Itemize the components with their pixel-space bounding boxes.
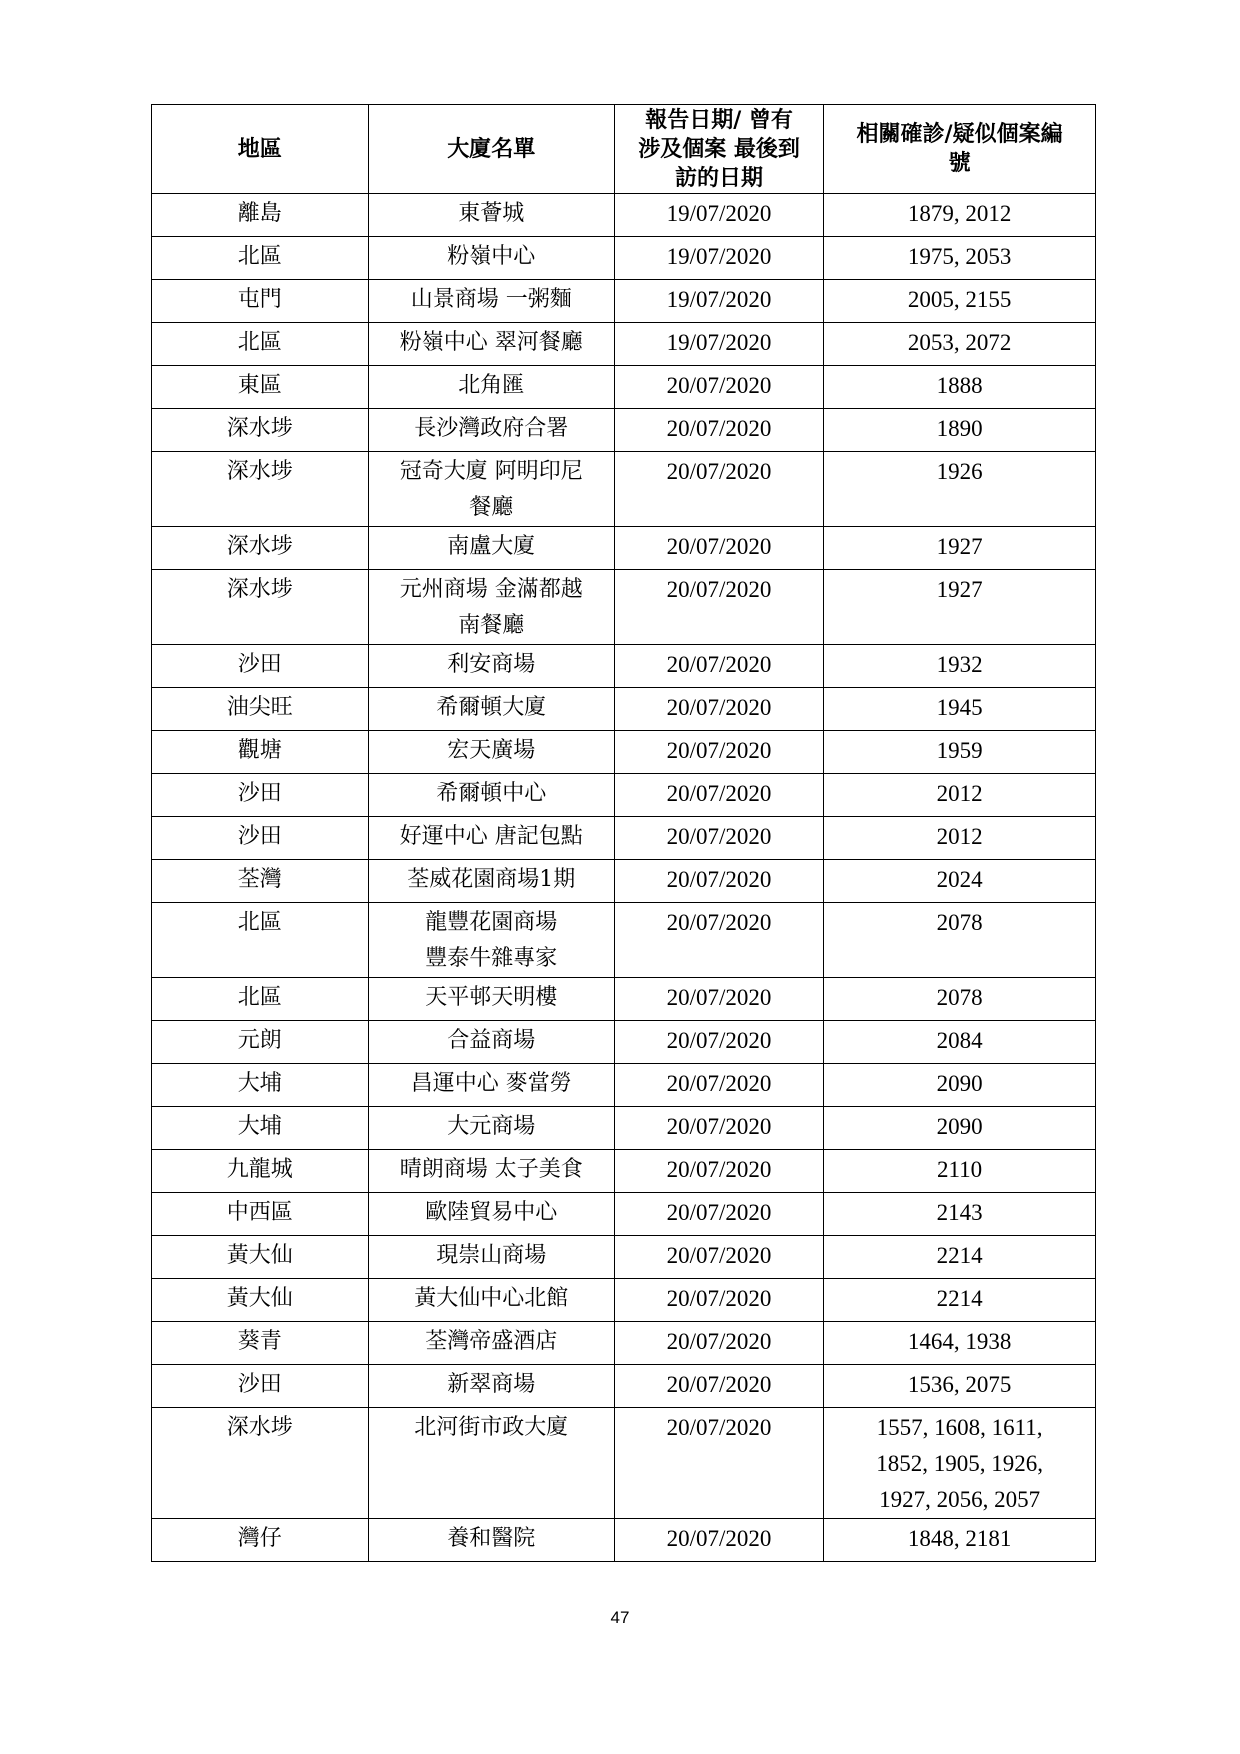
cell-date-text: 19/07/2020 — [666, 201, 772, 226]
cell-district — [152, 1519, 369, 1562]
cell-district — [152, 570, 369, 645]
cell-date — [614, 1150, 823, 1193]
cell-cases — [824, 688, 1096, 731]
cell-district-text: 大埔 — [237, 1114, 282, 1139]
cell-date — [614, 323, 823, 366]
cell-district — [152, 1322, 369, 1365]
cell-date — [614, 1193, 823, 1236]
cell-building — [368, 570, 614, 645]
table-row — [152, 978, 1096, 1021]
cell-building-text: 利安商場 — [447, 652, 536, 677]
cell-building-text: 宏天廣場 — [447, 738, 536, 763]
cell-district — [152, 903, 369, 978]
cell-cases — [824, 1279, 1096, 1322]
cell-cases-text: 1879, 2012 — [907, 201, 1012, 226]
cell-building — [368, 452, 614, 527]
cell-building-text: 粉嶺中心 翠河餐廳 — [399, 330, 583, 355]
cell-cases-text: 1959 — [936, 738, 983, 763]
cell-building — [368, 774, 614, 817]
cell-building-text: 東薈城 — [458, 201, 525, 226]
cell-date — [614, 570, 823, 645]
cell-district — [152, 978, 369, 1021]
cell-district-text: 北區 — [237, 330, 282, 355]
cell-building-text: 黃大仙中心北館 — [414, 1286, 569, 1311]
cell-building-text: 冠奇大廈 阿明印尼 餐廳 — [399, 459, 583, 520]
cell-building — [368, 1279, 614, 1322]
cell-cases-text: 2005, 2155 — [907, 287, 1012, 312]
cell-cases-text: 1932 — [936, 652, 983, 677]
cell-cases — [824, 1365, 1096, 1408]
cell-date-text: 20/07/2020 — [666, 534, 772, 559]
cell-cases-text: 1927 — [936, 534, 983, 559]
cell-date — [614, 903, 823, 978]
cell-district — [152, 194, 369, 237]
table-row — [152, 1519, 1096, 1562]
table-row — [152, 237, 1096, 280]
cell-date-text: 20/07/2020 — [666, 577, 772, 602]
cell-district — [152, 280, 369, 323]
cell-cases-text: 1557, 1608, 1611, 1852, 1905, 1926, 1927, 2056, 2057 — [876, 1415, 1043, 1512]
cell-cases-text: 2110 — [936, 1157, 983, 1182]
cell-date — [614, 731, 823, 774]
cell-district — [152, 1236, 369, 1279]
cell-date — [614, 860, 823, 903]
cell-date-text: 20/07/2020 — [666, 1071, 772, 1096]
cell-cases-text: 1945 — [936, 695, 983, 720]
cell-district — [152, 452, 369, 527]
cell-cases — [824, 366, 1096, 409]
table-row — [152, 1021, 1096, 1064]
cell-date — [614, 1021, 823, 1064]
cell-date — [614, 527, 823, 570]
cell-building — [368, 1365, 614, 1408]
cell-cases — [824, 860, 1096, 903]
cell-building — [368, 1236, 614, 1279]
cell-district — [152, 409, 369, 452]
cell-cases-text: 2090 — [936, 1071, 983, 1096]
cell-date-text: 20/07/2020 — [666, 1415, 772, 1440]
header-building: 大廈名單 — [368, 105, 614, 194]
cell-cases-text: 1890 — [936, 416, 983, 441]
cell-district-text: 北區 — [237, 985, 282, 1010]
cell-district — [152, 366, 369, 409]
cell-building — [368, 645, 614, 688]
cell-date — [614, 645, 823, 688]
cell-date — [614, 1519, 823, 1562]
cell-date-text: 20/07/2020 — [666, 867, 772, 892]
header-cases: 相關確診/疑似個案編 號 — [824, 105, 1096, 194]
table-header-row — [152, 105, 1096, 194]
cell-building — [368, 1150, 614, 1193]
cell-date-text: 20/07/2020 — [666, 652, 772, 677]
cell-date-text: 20/07/2020 — [666, 1372, 772, 1397]
cell-district-text: 離島 — [237, 201, 282, 226]
cell-district-text: 沙田 — [237, 824, 282, 849]
cell-cases — [824, 1236, 1096, 1279]
cell-district-text: 荃灣 — [237, 867, 282, 892]
cell-district-text: 元朗 — [237, 1028, 282, 1053]
table-row — [152, 527, 1096, 570]
cell-building — [368, 903, 614, 978]
cell-district — [152, 645, 369, 688]
table-row — [152, 1193, 1096, 1236]
cell-date-text: 20/07/2020 — [666, 910, 772, 935]
cell-district — [152, 1365, 369, 1408]
cell-building — [368, 409, 614, 452]
cell-date-text: 20/07/2020 — [666, 416, 772, 441]
cell-building-text: 希爾頓大廈 — [436, 695, 547, 720]
cell-cases-text: 2053, 2072 — [907, 330, 1012, 355]
table-row — [152, 731, 1096, 774]
cell-date-text: 20/07/2020 — [666, 1286, 772, 1311]
cell-building-text: 希爾頓中心 — [436, 781, 547, 806]
cell-building-text: 合益商場 — [447, 1028, 536, 1053]
cell-district — [152, 1064, 369, 1107]
cell-building — [368, 1408, 614, 1519]
cell-district-text: 深水埗 — [226, 459, 293, 484]
cell-district — [152, 1021, 369, 1064]
cell-building — [368, 194, 614, 237]
header-date: 報告日期/ 曾有涉及個案 最後到訪的日期 — [614, 105, 823, 194]
cell-cases-text: 2012 — [936, 824, 983, 849]
cell-building-text: 好運中心 唐記包點 — [399, 824, 583, 849]
building-list-table — [151, 104, 1096, 1562]
cell-district-text: 黃大仙 — [226, 1243, 293, 1268]
cell-district — [152, 1408, 369, 1519]
table-row — [152, 1365, 1096, 1408]
table-row — [152, 817, 1096, 860]
cell-cases — [824, 280, 1096, 323]
cell-date-text: 20/07/2020 — [666, 1114, 772, 1139]
cell-cases — [824, 237, 1096, 280]
cell-date — [614, 1365, 823, 1408]
cell-building-text: 歐陸貿易中心 — [425, 1200, 558, 1225]
cell-date — [614, 409, 823, 452]
cell-building-text: 南盧大廈 — [447, 534, 536, 559]
table-row — [152, 645, 1096, 688]
cell-date — [614, 978, 823, 1021]
cell-cases-text: 2090 — [936, 1114, 983, 1139]
cell-cases — [824, 774, 1096, 817]
cell-date — [614, 688, 823, 731]
cell-district-text: 沙田 — [237, 1372, 282, 1397]
cell-district — [152, 1193, 369, 1236]
cell-date — [614, 366, 823, 409]
cell-cases — [824, 1519, 1096, 1562]
table-row — [152, 688, 1096, 731]
cell-district-text: 中西區 — [226, 1200, 293, 1225]
cell-building — [368, 1193, 614, 1236]
cell-date-text: 20/07/2020 — [666, 373, 772, 398]
cell-date — [614, 1107, 823, 1150]
cell-building — [368, 527, 614, 570]
table-row — [152, 366, 1096, 409]
cell-cases-text: 2084 — [936, 1028, 983, 1053]
cell-district-text: 沙田 — [237, 781, 282, 806]
cell-cases-text: 2214 — [936, 1243, 983, 1268]
cell-date — [614, 280, 823, 323]
cell-district-text: 深水埗 — [226, 416, 293, 441]
cell-cases-text: 1464, 1938 — [907, 1329, 1012, 1354]
cell-building — [368, 817, 614, 860]
cell-date — [614, 817, 823, 860]
cell-district-text: 灣仔 — [237, 1526, 282, 1551]
cell-cases-text: 2078 — [936, 985, 983, 1010]
cell-district — [152, 731, 369, 774]
cell-building — [368, 860, 614, 903]
cell-cases-text: 1926 — [936, 459, 983, 484]
cell-building — [368, 1021, 614, 1064]
cell-building — [368, 688, 614, 731]
cell-district-text: 深水埗 — [226, 534, 293, 559]
cell-date-text: 20/07/2020 — [666, 1157, 772, 1182]
cell-building — [368, 1322, 614, 1365]
page-number: 47 — [610, 1608, 630, 1627]
cell-cases — [824, 1021, 1096, 1064]
table-row — [152, 194, 1096, 237]
cell-date-text: 20/07/2020 — [666, 781, 772, 806]
cell-cases — [824, 1107, 1096, 1150]
table-row — [152, 1408, 1096, 1519]
cell-date-text: 19/07/2020 — [666, 287, 772, 312]
cell-date-text: 20/07/2020 — [666, 985, 772, 1010]
cell-cases-text: 1888 — [936, 373, 983, 398]
cell-district-text: 深水埗 — [226, 577, 293, 602]
cell-building-text: 龍豐花園商場 豐泰牛雜專家 — [425, 910, 558, 971]
cell-district — [152, 1279, 369, 1322]
cell-district — [152, 688, 369, 731]
table-row — [152, 1279, 1096, 1322]
cell-date — [614, 1279, 823, 1322]
cell-cases-text: 2012 — [936, 781, 983, 806]
cell-building — [368, 366, 614, 409]
cell-cases-text: 1848, 2181 — [907, 1526, 1012, 1551]
cell-building-text: 新翠商場 — [447, 1372, 536, 1397]
cell-building-text: 元州商場 金滿都越 南餐廳 — [399, 577, 583, 638]
cell-district — [152, 774, 369, 817]
table-row — [152, 903, 1096, 978]
cell-building-text: 北河街市政大廈 — [414, 1415, 569, 1440]
cell-building-text: 養和醫院 — [447, 1526, 536, 1551]
cell-cases — [824, 452, 1096, 527]
cell-district — [152, 860, 369, 903]
cell-cases — [824, 1150, 1096, 1193]
cell-district-text: 油尖旺 — [226, 695, 293, 720]
cell-building — [368, 978, 614, 1021]
table-row — [152, 409, 1096, 452]
cell-district-text: 北區 — [237, 910, 282, 935]
cell-building-text: 荃威花園商場1期 — [407, 867, 576, 892]
cell-cases — [824, 978, 1096, 1021]
cell-cases — [824, 1408, 1096, 1519]
cell-district-text: 黃大仙 — [226, 1286, 293, 1311]
cell-cases — [824, 903, 1096, 978]
cell-date — [614, 1322, 823, 1365]
table-row — [152, 860, 1096, 903]
cell-district — [152, 817, 369, 860]
cell-building — [368, 280, 614, 323]
cell-building-text: 昌運中心 麥當勞 — [410, 1071, 572, 1096]
cell-cases-text: 2143 — [936, 1200, 983, 1225]
cell-district-text: 九龍城 — [226, 1157, 293, 1182]
cell-building — [368, 731, 614, 774]
cell-date-text: 20/07/2020 — [666, 1200, 772, 1225]
cell-building — [368, 1064, 614, 1107]
cell-district-text: 葵青 — [237, 1329, 282, 1354]
cell-building — [368, 323, 614, 366]
cell-date-text: 19/07/2020 — [666, 244, 772, 269]
cell-cases-text: 1975, 2053 — [907, 244, 1012, 269]
cell-building — [368, 237, 614, 280]
cell-building-text: 粉嶺中心 — [447, 244, 536, 269]
cell-date-text: 20/07/2020 — [666, 738, 772, 763]
cell-date — [614, 1064, 823, 1107]
cell-cases-text: 1536, 2075 — [907, 1372, 1012, 1397]
cell-district-text: 沙田 — [237, 652, 282, 677]
cell-building-text: 大元商場 — [447, 1114, 536, 1139]
cell-building-text: 山景商場 一粥麵 — [410, 287, 572, 312]
cell-date — [614, 452, 823, 527]
cell-date — [614, 1408, 823, 1519]
cell-cases — [824, 645, 1096, 688]
cell-date-text: 20/07/2020 — [666, 459, 772, 484]
table-row — [152, 452, 1096, 527]
cell-district — [152, 323, 369, 366]
cell-date-text: 19/07/2020 — [666, 330, 772, 355]
table-row — [152, 1150, 1096, 1193]
cell-date-text: 20/07/2020 — [666, 1329, 772, 1354]
cell-district — [152, 1150, 369, 1193]
cell-building — [368, 1107, 614, 1150]
cell-district — [152, 1107, 369, 1150]
cell-building-text: 荃灣帝盛酒店 — [425, 1329, 558, 1354]
cell-building-text: 北角匯 — [458, 373, 525, 398]
table-row — [152, 1322, 1096, 1365]
cell-cases-text: 2024 — [936, 867, 983, 892]
cell-building-text: 晴朗商場 太子美食 — [399, 1157, 583, 1182]
table-row — [152, 1064, 1096, 1107]
cell-date — [614, 194, 823, 237]
cell-building-text: 長沙灣政府合署 — [414, 416, 569, 441]
cell-district-text: 屯門 — [237, 287, 282, 312]
table-row — [152, 570, 1096, 645]
cell-cases — [824, 1193, 1096, 1236]
cell-cases — [824, 570, 1096, 645]
cell-district-text: 觀塘 — [237, 738, 282, 763]
cell-date-text: 20/07/2020 — [666, 695, 772, 720]
cell-date-text: 20/07/2020 — [666, 824, 772, 849]
table-row — [152, 280, 1096, 323]
cell-district-text: 深水埗 — [226, 1415, 293, 1440]
cell-district — [152, 237, 369, 280]
cell-date — [614, 237, 823, 280]
cell-cases — [824, 323, 1096, 366]
table-row — [152, 774, 1096, 817]
cell-date — [614, 774, 823, 817]
cell-cases — [824, 1322, 1096, 1365]
cell-cases — [824, 527, 1096, 570]
table-row — [152, 323, 1096, 366]
cell-cases-text: 1927 — [936, 577, 983, 602]
cell-date — [614, 1236, 823, 1279]
cell-cases — [824, 194, 1096, 237]
cell-date-text: 20/07/2020 — [666, 1243, 772, 1268]
table-row — [152, 1107, 1096, 1150]
table-row — [152, 1236, 1096, 1279]
cell-district-text: 東區 — [237, 373, 282, 398]
cell-date-text: 20/07/2020 — [666, 1028, 772, 1053]
cell-building-text: 現崇山商場 — [436, 1243, 547, 1268]
cell-building-text: 天平邨天明樓 — [425, 985, 558, 1010]
cell-cases — [824, 409, 1096, 452]
cell-cases — [824, 817, 1096, 860]
cell-date-text: 20/07/2020 — [666, 1526, 772, 1551]
cell-district-text: 北區 — [237, 244, 282, 269]
cell-building — [368, 1519, 614, 1562]
cell-district — [152, 527, 369, 570]
header-district: 地區 — [152, 105, 369, 194]
cell-cases — [824, 1064, 1096, 1107]
cell-district-text: 大埔 — [237, 1071, 282, 1096]
cell-cases-text: 2214 — [936, 1286, 983, 1311]
table-body — [152, 194, 1096, 1562]
cell-cases — [824, 731, 1096, 774]
cell-cases-text: 2078 — [936, 910, 983, 935]
